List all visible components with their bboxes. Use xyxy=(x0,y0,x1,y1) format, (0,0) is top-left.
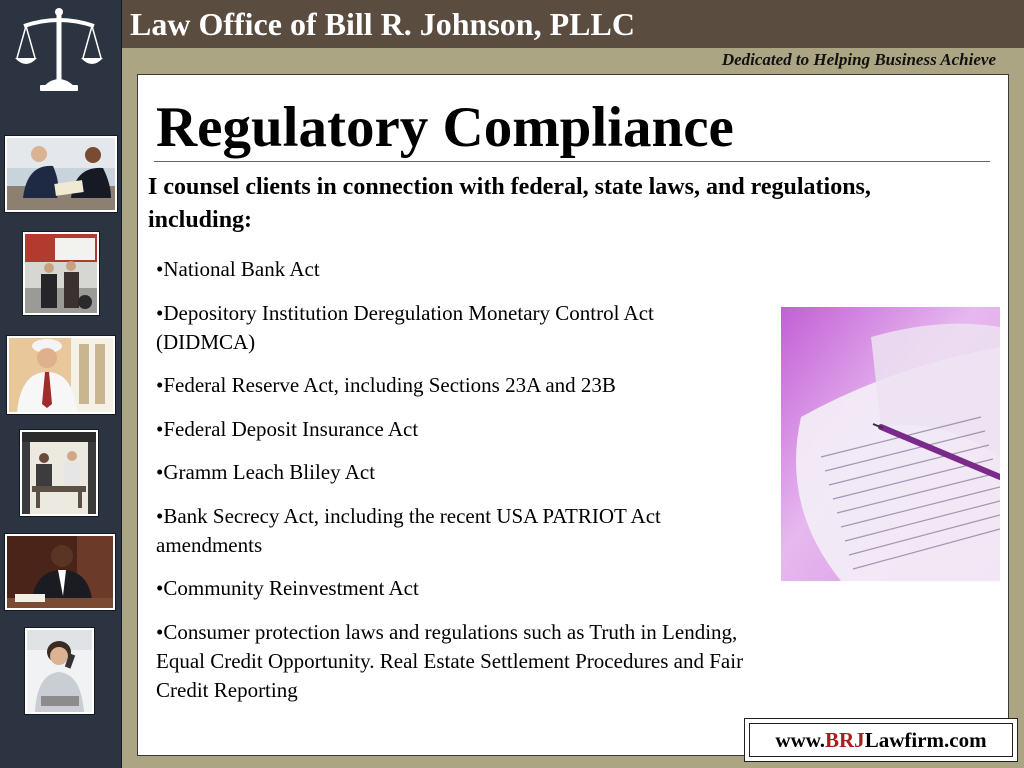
url-prefix: www. xyxy=(775,728,825,752)
url-suffix: Lawfirm.com xyxy=(864,728,987,752)
website-box xyxy=(744,718,1018,762)
title-divider xyxy=(154,161,990,162)
scales-of-justice-icon xyxy=(14,6,104,96)
photo-mechanics-garage xyxy=(23,232,99,315)
tagline: Dedicated to Helping Business Achieve xyxy=(721,50,996,69)
list-item: •National Bank Act xyxy=(156,257,320,281)
sidebar xyxy=(0,0,122,768)
firm-name: Law Office of Bill R. Johnson, PLLC xyxy=(130,6,635,42)
photo-financial-report-pen xyxy=(781,307,1000,581)
photo-woman-phone xyxy=(25,628,94,714)
list-item: •Community Reinvestment Act xyxy=(156,576,419,600)
photo-engineer-hardhat xyxy=(7,336,115,414)
regulation-list xyxy=(156,255,756,719)
list-item: •Bank Secrecy Act, including the recent USA PATRIOT Act amendments xyxy=(156,503,661,557)
website-url[interactable] xyxy=(749,723,1013,757)
list-item: •Gramm Leach Bliley Act xyxy=(156,460,376,484)
url-highlight: BRJ xyxy=(825,728,865,752)
page-title: Regulatory Compliance xyxy=(156,96,734,159)
photo-businessman-desk xyxy=(5,534,115,610)
list-item: •Federal Deposit Insurance Act xyxy=(156,416,419,441)
list-item: •Depository Institution Deregulation Monetary Control Act (DIDMCA) xyxy=(156,300,654,354)
list-item: •Federal Reserve Act, including Sections 23A and 23B xyxy=(156,373,616,397)
photo-lawyers-meeting xyxy=(5,136,117,212)
intro-text: I counsel clients in connection with federal, state laws, and regulations, including: xyxy=(148,174,871,233)
list-item: •Consumer protection laws and regulations such as Truth in Lending, Equal Credit Opportunity. Real Estate Settlement Procedures and Fair Credit Reporting xyxy=(156,619,744,702)
content-panel xyxy=(137,74,1009,756)
photo-handshake-office xyxy=(20,430,98,516)
